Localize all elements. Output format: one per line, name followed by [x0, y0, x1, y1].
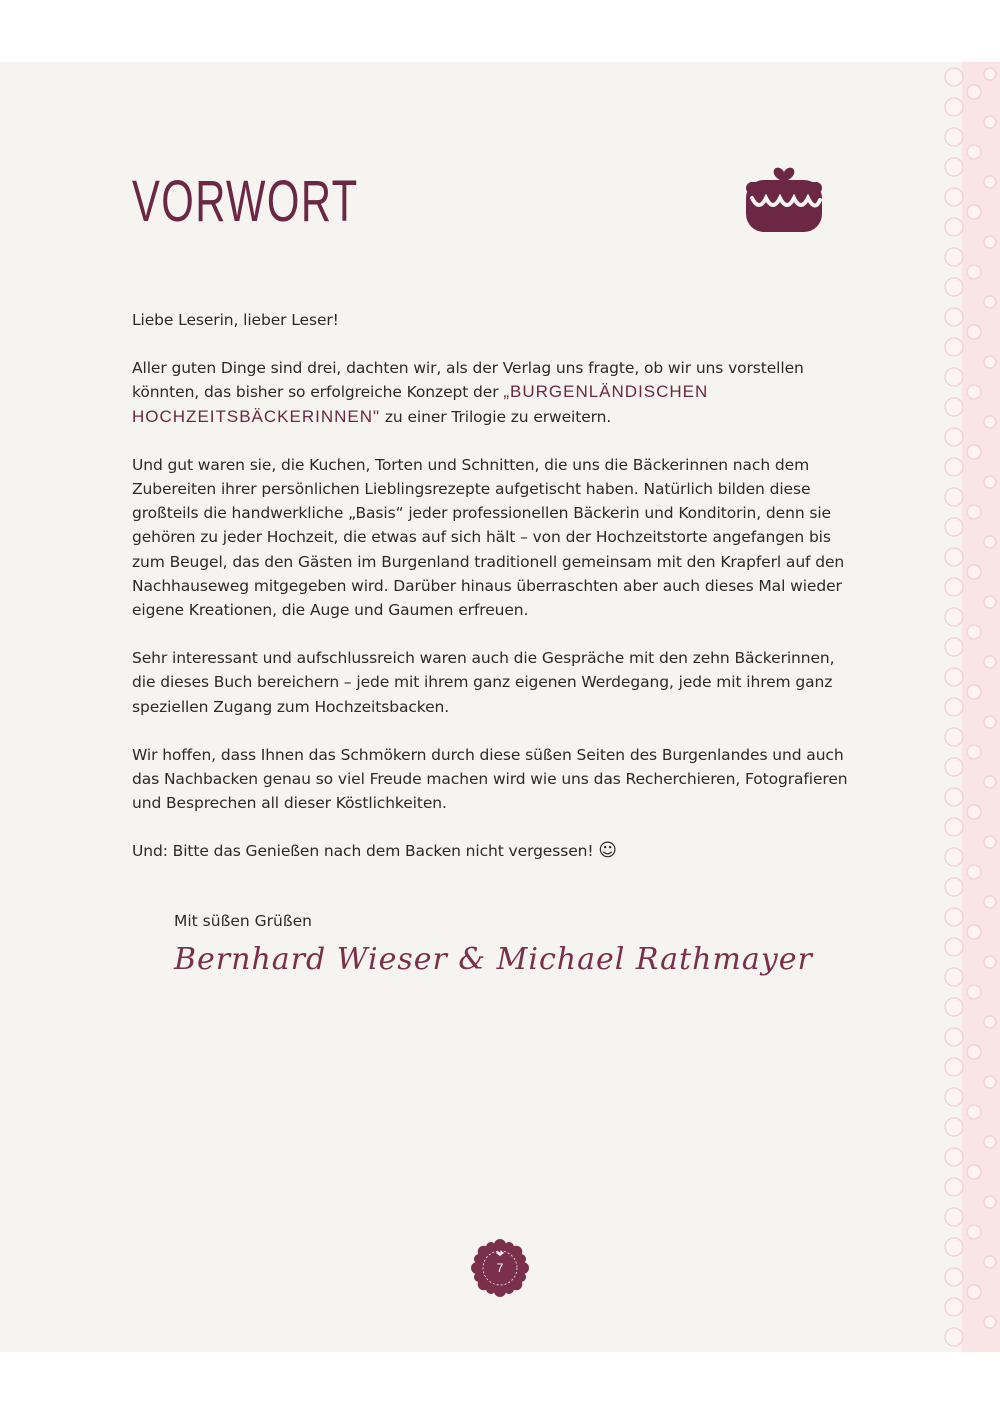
- salutation: Liebe Leserin, lieber Leser!: [132, 311, 339, 329]
- paragraph-text: zu einer Trilogie zu erweitern.: [380, 407, 612, 426]
- book-page: [0, 62, 1000, 1352]
- paragraph-text: Und: Bitte das Genießen nach dem Backen nicht vergessen!: [132, 842, 599, 861]
- page-number: 7: [496, 1261, 504, 1275]
- paragraph: Sehr interessant und aufschlussreich waren auch die Gespräche mit den zehn Bäckerinnen, die dieses Buch bereichern – jede mit ihrem ganz eigenen Werdegang, jede mit ihrem ganz speziellen Zugang zum Hochzeitsbacken.: [132, 649, 835, 716]
- paragraph: [132, 356, 852, 429]
- cake-icon: [744, 162, 824, 236]
- closing-greeting: Mit süßen Grüßen: [174, 912, 312, 930]
- book-series-name: „BURGENLÄNDISCHEN HOCHZEITSBÄCKERINNEN": [132, 382, 709, 426]
- page-title: VORWORT: [132, 169, 359, 234]
- lace-border-decoration: [940, 62, 1000, 1352]
- paragraph-text: Aller guten Dinge sind drei, dachten wir, als der Verlag uns fragte, ob wir uns vorstellen könnten, das bisher so erfolgreiche Konzept der: [132, 359, 804, 402]
- smiley-icon: ☺: [598, 840, 617, 862]
- paragraph: Und gut waren sie, die Kuchen, Torten und Schnitten, die uns die Bäckerinnen nach dem Zubereiten ihrer persönlichen Lieblingsrezepte aufgetischt haben. Natürlich bilden diese großteils die handwerkliche „Basis“ jeder professionellen Bäckerin und Konditorin, denn sie gehören zu jeder Hochzeit, die etwas auf sich hält – von der Hochzeitstorte angefangen bis zum Beugel, das den Gästen im Burgenland traditionell gemeinsam mit den Krapferl auf den Nachhauseweg mitgegeben wird. Darüber hinaus überraschten aber auch dieses Mal wieder eigene Kreationen, die Auge und Gaumen erfreuen.: [132, 455, 845, 620]
- paragraph: Wir hoffen, dass Ihnen das Schmökern durch diese süßen Seiten des Burgenlandes und auch das Nachbacken genau so viel Freude machen wird wie uns das Recherchieren, Fotografieren und Besprechen all dieser Köstlichkeiten.: [132, 745, 848, 813]
- foreword-text: [132, 308, 852, 888]
- paragraph: [132, 839, 852, 863]
- signature: Bernhard Wieser & Michael Rathmayer: [174, 942, 813, 977]
